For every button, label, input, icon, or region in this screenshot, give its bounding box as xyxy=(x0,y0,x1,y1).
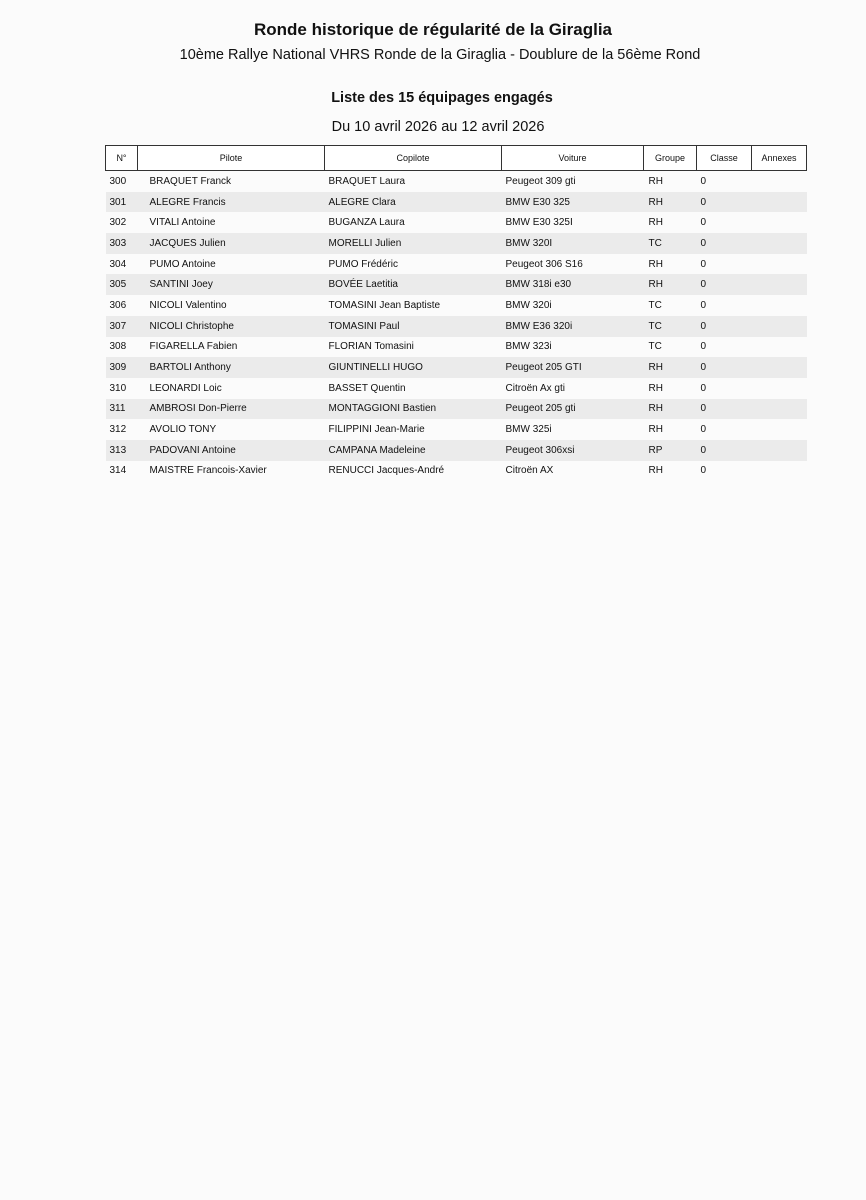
cell-pilote: NICOLI Christophe xyxy=(138,316,325,337)
cell-voiture: BMW 318i e30 xyxy=(502,274,644,295)
table-row xyxy=(106,419,807,440)
cell-groupe: RH xyxy=(644,399,697,420)
cell-groupe: TC xyxy=(644,316,697,337)
cell-classe: 0 xyxy=(697,419,752,440)
cell-pilote: LEONARDI Loic xyxy=(138,378,325,399)
cell-pilote: PADOVANI Antoine xyxy=(138,440,325,461)
table-row xyxy=(106,440,807,461)
cell-num: 313 xyxy=(106,440,138,461)
cell-groupe: TC xyxy=(644,233,697,254)
header-classe: Classe xyxy=(697,146,752,171)
header-pilote: Pilote xyxy=(138,146,325,171)
cell-annexes xyxy=(752,254,807,275)
document-subtitle: 10ème Rallye National VHRS Ronde de la Giraglia - Doublure de la 56ème Rond xyxy=(179,47,701,63)
cell-annexes xyxy=(752,461,807,482)
cell-copilote: TOMASINI Paul xyxy=(325,316,502,337)
cell-num: 309 xyxy=(106,357,138,378)
document-title: Ronde historique de régularité de la Giraglia xyxy=(253,20,613,39)
cell-num: 300 xyxy=(106,171,138,192)
cell-num: 306 xyxy=(106,295,138,316)
cell-copilote: FLORIAN Tomasini xyxy=(325,337,502,358)
cell-groupe: RH xyxy=(644,171,697,192)
cell-copilote: FILIPPINI Jean-Marie xyxy=(325,419,502,440)
cell-classe: 0 xyxy=(697,461,752,482)
cell-voiture: BMW E30 325 xyxy=(502,192,644,213)
table-row xyxy=(106,316,807,337)
cell-copilote: MORELLI Julien xyxy=(325,233,502,254)
cell-voiture: BMW 320i xyxy=(502,295,644,316)
cell-classe: 0 xyxy=(697,192,752,213)
table-row xyxy=(106,171,807,192)
cell-groupe: TC xyxy=(644,337,697,358)
cell-pilote: NICOLI Valentino xyxy=(138,295,325,316)
event-dates: Du 10 avril 2026 au 12 avril 2026 xyxy=(331,119,545,135)
cell-copilote: BUGANZA Laura xyxy=(325,212,502,233)
cell-num: 304 xyxy=(106,254,138,275)
cell-classe: 0 xyxy=(697,212,752,233)
cell-copilote: PUMO Frédéric xyxy=(325,254,502,275)
cell-pilote: PUMO Antoine xyxy=(138,254,325,275)
cell-num: 303 xyxy=(106,233,138,254)
cell-pilote: AVOLIO TONY xyxy=(138,419,325,440)
cell-num: 307 xyxy=(106,316,138,337)
cell-classe: 0 xyxy=(697,254,752,275)
table-header-row xyxy=(106,146,807,171)
header-voiture: Voiture xyxy=(502,146,644,171)
cell-voiture: Citroën Ax gti xyxy=(502,378,644,399)
table-row xyxy=(106,254,807,275)
cell-num: 310 xyxy=(106,378,138,399)
cell-annexes xyxy=(752,274,807,295)
header-annexes: Annexes xyxy=(752,146,807,171)
cell-pilote: VITALI Antoine xyxy=(138,212,325,233)
cell-copilote: BASSET Quentin xyxy=(325,378,502,399)
cell-pilote: BARTOLI Anthony xyxy=(138,357,325,378)
cell-annexes xyxy=(752,337,807,358)
cell-copilote: MONTAGGIONI Bastien xyxy=(325,399,502,420)
cell-classe: 0 xyxy=(697,399,752,420)
cell-annexes xyxy=(752,295,807,316)
cell-num: 311 xyxy=(106,399,138,420)
cell-pilote: FIGARELLA Fabien xyxy=(138,337,325,358)
cell-num: 301 xyxy=(106,192,138,213)
cell-voiture: BMW E30 325I xyxy=(502,212,644,233)
cell-classe: 0 xyxy=(697,295,752,316)
cell-groupe: RH xyxy=(644,192,697,213)
cell-groupe: RH xyxy=(644,419,697,440)
cell-classe: 0 xyxy=(697,316,752,337)
cell-voiture: Peugeot 205 gti xyxy=(502,399,644,420)
cell-groupe: RH xyxy=(644,461,697,482)
cell-voiture: Peugeot 306xsi xyxy=(502,440,644,461)
cell-annexes xyxy=(752,419,807,440)
cell-annexes xyxy=(752,399,807,420)
cell-copilote: GIUNTINELLI HUGO xyxy=(325,357,502,378)
cell-groupe: RH xyxy=(644,212,697,233)
cell-voiture: BMW E36 320i xyxy=(502,316,644,337)
cell-classe: 0 xyxy=(697,440,752,461)
cell-classe: 0 xyxy=(697,378,752,399)
cell-copilote: TOMASINI Jean Baptiste xyxy=(325,295,502,316)
cell-num: 312 xyxy=(106,419,138,440)
header-groupe: Groupe xyxy=(644,146,697,171)
cell-voiture: Peugeot 205 GTI xyxy=(502,357,644,378)
table-row xyxy=(106,378,807,399)
table-row xyxy=(106,233,807,254)
cell-annexes xyxy=(752,171,807,192)
table-row xyxy=(106,399,807,420)
cell-pilote: ALEGRE Francis xyxy=(138,192,325,213)
cell-num: 308 xyxy=(106,337,138,358)
header-copilote: Copilote xyxy=(325,146,502,171)
cell-voiture: BMW 320I xyxy=(502,233,644,254)
cell-pilote: BRAQUET Franck xyxy=(138,171,325,192)
table-row xyxy=(106,274,807,295)
cell-voiture: BMW 325i xyxy=(502,419,644,440)
cell-groupe: TC xyxy=(644,295,697,316)
cell-voiture: Peugeot 306 S16 xyxy=(502,254,644,275)
cell-pilote: JACQUES Julien xyxy=(138,233,325,254)
cell-num: 302 xyxy=(106,212,138,233)
cell-classe: 0 xyxy=(697,274,752,295)
table-row xyxy=(106,357,807,378)
cell-classe: 0 xyxy=(697,233,752,254)
cell-copilote: ALEGRE Clara xyxy=(325,192,502,213)
list-title: Liste des 15 équipages engagés xyxy=(331,90,553,106)
cell-pilote: MAISTRE Francois-Xavier xyxy=(138,461,325,482)
cell-annexes xyxy=(752,357,807,378)
cell-annexes xyxy=(752,192,807,213)
cell-classe: 0 xyxy=(697,171,752,192)
cell-groupe: RH xyxy=(644,378,697,399)
table-row xyxy=(106,295,807,316)
table-row xyxy=(106,212,807,233)
cell-groupe: RP xyxy=(644,440,697,461)
cell-voiture: Citroën AX xyxy=(502,461,644,482)
table-row xyxy=(106,461,807,482)
cell-voiture: BMW 323i xyxy=(502,337,644,358)
cell-annexes xyxy=(752,440,807,461)
cell-copilote: RENUCCI Jacques-André xyxy=(325,461,502,482)
cell-num: 314 xyxy=(106,461,138,482)
cell-annexes xyxy=(752,316,807,337)
cell-annexes xyxy=(752,378,807,399)
cell-groupe: RH xyxy=(644,274,697,295)
cell-groupe: RH xyxy=(644,357,697,378)
entries-table xyxy=(105,145,807,481)
cell-annexes xyxy=(752,212,807,233)
cell-classe: 0 xyxy=(697,357,752,378)
cell-annexes xyxy=(752,233,807,254)
cell-pilote: AMBROSI Don-Pierre xyxy=(138,399,325,420)
cell-copilote: CAMPANA Madeleine xyxy=(325,440,502,461)
cell-pilote: SANTINI Joey xyxy=(138,274,325,295)
table-row xyxy=(106,192,807,213)
cell-copilote: BOVÉE Laetitia xyxy=(325,274,502,295)
cell-classe: 0 xyxy=(697,337,752,358)
cell-copilote: BRAQUET Laura xyxy=(325,171,502,192)
cell-groupe: RH xyxy=(644,254,697,275)
table-row xyxy=(106,337,807,358)
cell-num: 305 xyxy=(106,274,138,295)
header-num: N° xyxy=(106,146,138,171)
cell-voiture: Peugeot 309 gti xyxy=(502,171,644,192)
